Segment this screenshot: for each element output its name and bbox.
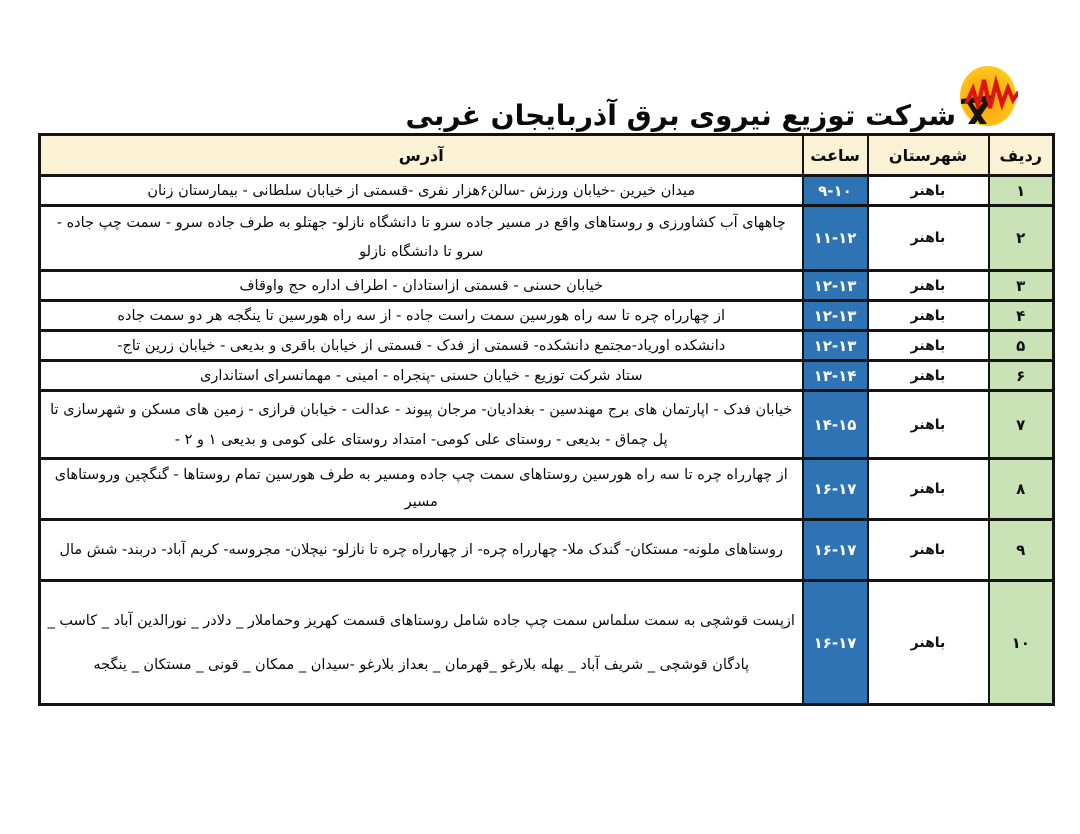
county-cell: باهنر bbox=[868, 520, 989, 581]
tavanir-electric-logo-icon bbox=[958, 64, 1018, 132]
hour-range: ۱۶-۱۷ bbox=[813, 633, 857, 652]
table-row bbox=[40, 271, 1054, 301]
table-row bbox=[40, 459, 1054, 520]
page-title: شرکت توزیع نیروی برق آذربایجان غربی bbox=[405, 98, 956, 132]
hour-range: ۱۳-۱۴ bbox=[813, 366, 857, 385]
address-cell: خیابان فدک - اپارتمان های برج مهندسین - بغدادیان- مرجان پیوند - عدالت - خیابان فرازی - زمین های مسکن و شهرسازی تا پل چماق - بدیعی - روستای علی کومی- امتداد روستای علی کومی و بدیعی ۱ و ۲ - bbox=[40, 391, 803, 459]
hour-cell bbox=[803, 361, 868, 391]
row-number-cell: ۲ bbox=[989, 206, 1054, 271]
address-cell: میدان خیرین -خیابان ورزش -سالن۶هزار نفری -قسمتی از خیابان سلطانی - بیمارستان زنان bbox=[40, 176, 803, 206]
hour-range: ۱۲-۱۳ bbox=[813, 306, 857, 325]
hour-cell bbox=[803, 206, 868, 271]
county-cell: باهنر bbox=[868, 176, 989, 206]
table-row bbox=[40, 301, 1054, 331]
hour-range: ۱۱-۱۲ bbox=[813, 229, 857, 247]
outage-schedule-table bbox=[38, 133, 1055, 706]
hour-cell bbox=[803, 391, 868, 459]
hour-cell bbox=[803, 520, 868, 581]
address-cell: از چهارراه چره تا سه راه هورسین سمت راست جاده - از سه راه هورسین تا ینگجه هر دو سمت جاده bbox=[40, 301, 803, 331]
table-row bbox=[40, 520, 1054, 581]
logo-svg bbox=[958, 64, 1018, 132]
row-number-cell: ۹ bbox=[989, 520, 1054, 581]
row-number-cell: ۶ bbox=[989, 361, 1054, 391]
hour-range: ۱۶-۱۷ bbox=[813, 541, 857, 559]
county-cell: باهنر bbox=[868, 271, 989, 301]
hour-cell bbox=[803, 581, 868, 705]
header-row bbox=[40, 135, 1054, 176]
table-header bbox=[40, 135, 1054, 176]
county-cell: باهنر bbox=[868, 331, 989, 361]
column-header-row-number: ردیف bbox=[989, 135, 1054, 176]
row-number-cell: ۱۰ bbox=[989, 581, 1054, 705]
county-cell: باهنر bbox=[868, 459, 989, 520]
table-row bbox=[40, 361, 1054, 391]
row-number-cell: ۱ bbox=[989, 176, 1054, 206]
table-row bbox=[40, 206, 1054, 271]
hour-range: ۱۴-۱۵ bbox=[813, 415, 857, 434]
hour-range: ۱۶-۱۷ bbox=[813, 480, 857, 498]
row-number-cell: ۳ bbox=[989, 271, 1054, 301]
county-cell: باهنر bbox=[868, 301, 989, 331]
table-row bbox=[40, 331, 1054, 361]
county-cell: باهنر bbox=[868, 206, 989, 271]
table-row bbox=[40, 391, 1054, 459]
row-number-cell: ۴ bbox=[989, 301, 1054, 331]
address-cell: ستاد شرکت توزیع - خیابان حسنی -پنجراه - امینی - مهمانسرای استانداری bbox=[40, 361, 803, 391]
table-body bbox=[40, 176, 1054, 705]
address-cell: چاههای آب کشاورزی و روستاهای واقع در مسیر جاده سرو تا دانشگاه نازلو- جهتلو به طرف جاده سرو - سمت چپ جاده - سرو تا دانشگاه نازلو bbox=[40, 206, 803, 271]
row-number-cell: ۸ bbox=[989, 459, 1054, 520]
hour-range: ۱۲-۱۳ bbox=[813, 276, 857, 295]
table-row bbox=[40, 176, 1054, 206]
hour-cell bbox=[803, 271, 868, 301]
address-cell: خیابان حسنی - قسمتی ازاستادان - اطراف اداره حج واوقاف bbox=[40, 271, 803, 301]
county-cell: باهنر bbox=[868, 391, 989, 459]
column-header-hour: ساعت bbox=[803, 135, 868, 176]
table-row bbox=[40, 581, 1054, 705]
hour-range: ۹-۱۰ bbox=[818, 181, 852, 200]
county-cell: باهنر bbox=[868, 581, 989, 705]
address-cell: ازپست قوشچی به سمت سلماس سمت چپ جاده شامل روستاهای قسمت کهریز وحماملار _ دلادر _ نورالدین آباد _ کاسب _ پادگان قوشچی _ شریف آباد _ بهله بلارغو _قهرمان _ بعداز بلارغو -سیدان _ ممکان _ قونی _ مستکان _ ینگجه bbox=[40, 581, 803, 705]
column-header-county: شهرستان bbox=[868, 135, 989, 176]
row-number-cell: ۷ bbox=[989, 391, 1054, 459]
hour-cell bbox=[803, 331, 868, 361]
hour-cell bbox=[803, 459, 868, 520]
county-cell: باهنر bbox=[868, 361, 989, 391]
hour-cell bbox=[803, 176, 868, 206]
address-cell: دانشکده اوریاد-مجتمع دانشکده- قسمتی از فدک - قسمتی از خیابان باقری و بدیعی - خیابان زرین تاج- bbox=[40, 331, 803, 361]
address-cell: از چهارراه چره تا سه راه هورسین روستاهای سمت چپ جاده ومسیر به طرف هورسین تمام روستاها - گنگچین وروستاهای مسیر bbox=[40, 459, 803, 520]
column-header-address: آدرس bbox=[40, 135, 803, 176]
hour-cell bbox=[803, 301, 868, 331]
hour-range: ۱۲-۱۳ bbox=[813, 336, 857, 355]
address-cell: روستاهای ملونه- مستکان- گندک ملا- چهارراه چره- از چهارراه چره تا نازلو- نیچلان- مجروسه- کریم آباد- دربند- شش مال bbox=[40, 520, 803, 581]
row-number-cell: ۵ bbox=[989, 331, 1054, 361]
